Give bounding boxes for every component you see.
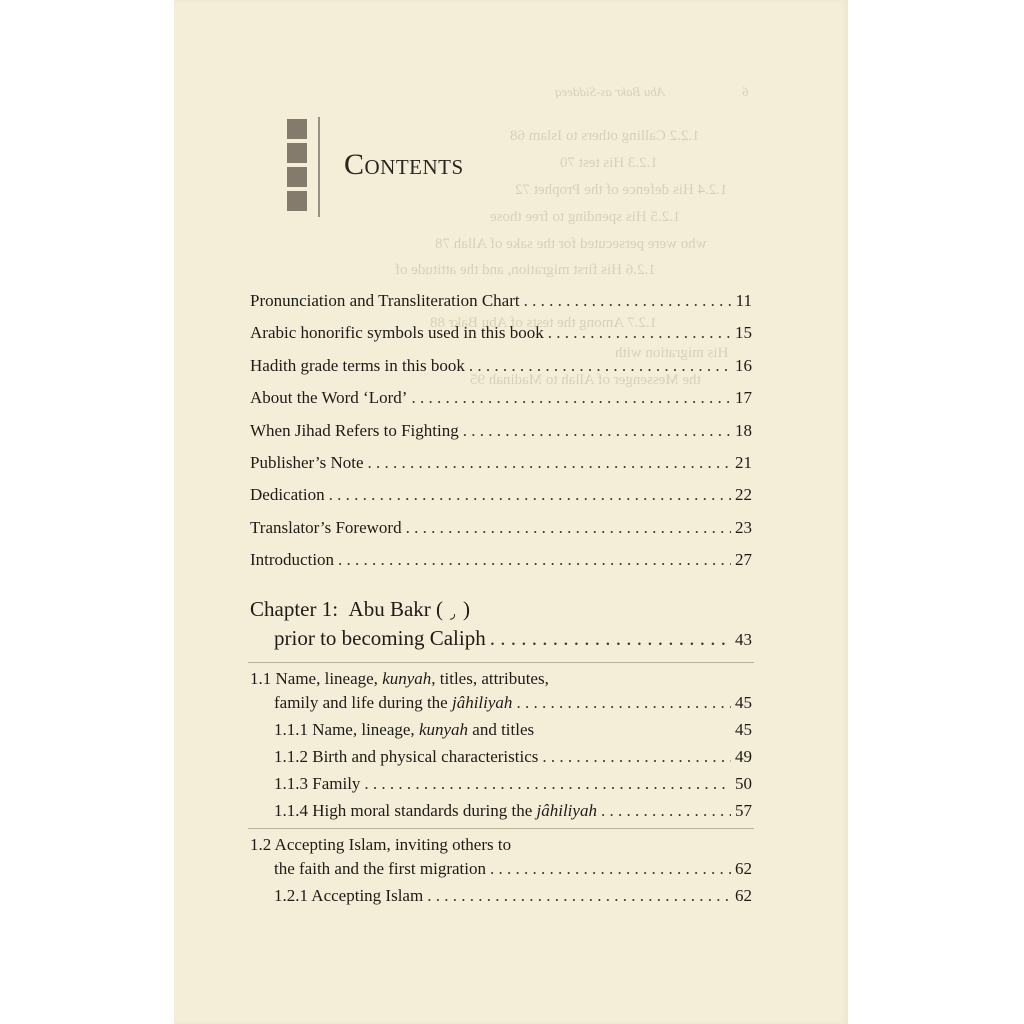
- toc-entry-page: 22: [735, 485, 752, 504]
- bleed-line: 1.2.7 Among the tests of Abu Bakr 88: [430, 315, 658, 331]
- toc-entry-label: [274, 692, 516, 714]
- ornament-rule: [318, 117, 320, 217]
- toc-entry[interactable]: [250, 290, 752, 316]
- toc-entry-page: 62: [735, 886, 752, 905]
- toc-entry-label: 1.1.3 Family: [274, 774, 361, 793]
- toc-entry-page: 49: [735, 747, 752, 766]
- toc-entry-page: 57: [735, 801, 752, 820]
- heading-ornament: [287, 119, 307, 215]
- toc-text: 1.1.4 High moral standards during the: [274, 801, 537, 820]
- leader-dots: [364, 773, 731, 795]
- toc-entry-page: 23: [735, 518, 752, 537]
- toc-entry-page: 18: [735, 421, 752, 440]
- toc-entry-label: Introduction: [250, 550, 335, 569]
- section-divider: [248, 828, 754, 829]
- toc-entry-page: 11: [735, 291, 752, 310]
- chapter-heading-text: Chapter 1: Abu Bakr (: [250, 597, 444, 621]
- chapter-heading-close: ): [463, 597, 471, 621]
- leader-dots: [490, 626, 731, 651]
- bleed-header: Abu Bakr as-Siddeeq: [555, 84, 665, 99]
- toc-entry[interactable]: [250, 387, 752, 413]
- toc-entry[interactable]: [250, 355, 752, 381]
- leader-dots: [368, 452, 732, 474]
- leader-dots: [463, 420, 731, 442]
- leader-dots: [427, 885, 731, 907]
- toc-entry-label: Pronunciation and Transliteration Chart: [250, 291, 520, 310]
- ornament-square: [287, 167, 307, 187]
- toc-entry-page: 62: [735, 859, 752, 878]
- bleed-line: 1.2.2 Calling others to Islam 68: [510, 128, 700, 144]
- toc-entry-label: Publisher’s Note: [250, 453, 364, 472]
- toc-entry[interactable]: [250, 322, 752, 348]
- toc-text-italic: jâhiliyah: [451, 693, 513, 712]
- ornament-square: [287, 143, 307, 163]
- toc-entry[interactable]: [274, 885, 752, 911]
- toc-entry[interactable]: [274, 858, 752, 884]
- chapter-heading-row[interactable]: [274, 626, 752, 651]
- toc-entry[interactable]: [250, 420, 752, 446]
- toc-text: 1.1 Name, lineage,: [250, 669, 383, 688]
- toc-entry-page: 45: [735, 693, 752, 712]
- toc-text-italic: kunyah: [418, 720, 469, 739]
- bleed-line: the Messenger of Allah to Madinah 95: [470, 372, 701, 388]
- toc-entry-label: the faith and the first migration: [274, 859, 486, 878]
- toc-entry[interactable]: [250, 484, 752, 510]
- bleed-line: 1.2.5 His spending to free those: [490, 209, 681, 225]
- toc-entry[interactable]: [250, 549, 752, 575]
- leader-dots: [329, 484, 731, 506]
- toc-entry-label: Translator’s Foreword: [250, 518, 402, 537]
- toc-entry-page: 50: [735, 774, 752, 793]
- toc-text-italic: kunyah: [382, 669, 432, 688]
- honorific-symbol: ر: [450, 608, 456, 620]
- toc-entry-page: 15: [735, 323, 752, 342]
- leader-dots: [411, 387, 731, 409]
- toc-entry-label: When Jihad Refers to Fighting: [250, 421, 459, 440]
- page-title: Contents: [344, 148, 464, 181]
- leader-dots: [338, 549, 731, 571]
- toc-entry-line[interactable]: 1.2 Accepting Islam, inviting others to: [250, 835, 512, 854]
- toc-entry[interactable]: [274, 746, 752, 772]
- toc-text: family and life during the: [274, 693, 452, 712]
- leader-dots: [524, 290, 732, 312]
- toc-entry[interactable]: [274, 773, 752, 799]
- toc-entry-page: 43: [735, 630, 752, 649]
- toc-entry-label: [274, 800, 601, 822]
- toc-entry-label: Hadith grade terms in this book: [250, 356, 465, 375]
- toc-entry-page: 17: [735, 388, 752, 407]
- ornament-square: [287, 119, 307, 139]
- chapter-heading[interactable]: [250, 596, 470, 622]
- toc-entry-label: Dedication: [250, 485, 325, 504]
- toc-text: 1.1.1 Name, lineage,: [274, 720, 419, 739]
- bleed-line: His migration with: [615, 345, 729, 361]
- toc-entry-label: About the Word ‘Lord’: [250, 388, 408, 407]
- ornament-square: [287, 191, 307, 211]
- bleed-line: 1.2.3 His test 70: [560, 155, 658, 171]
- toc-text-italic: jâhiliyah: [536, 801, 597, 820]
- toc-entry-line[interactable]: [250, 668, 549, 690]
- section-divider: [248, 662, 754, 663]
- chapter-heading-subtitle: prior to becoming Caliph: [274, 626, 486, 650]
- leader-dots: [601, 800, 731, 822]
- bleed-line: who were persecuted for the sake of Allah 78: [435, 236, 707, 252]
- leader-dots: [469, 355, 731, 377]
- toc-entry-label: 1.2.1 Accepting Islam: [274, 886, 424, 905]
- toc-entry[interactable]: [250, 452, 752, 478]
- toc-entry[interactable]: [274, 719, 752, 745]
- leader-dots: [490, 858, 731, 880]
- toc-entry-label: Arabic honorific symbols used in this book: [250, 323, 544, 342]
- leader-dots: [406, 517, 731, 539]
- bleed-line: 1.2.6 His first migration, and the attitude of: [395, 262, 656, 278]
- leader-dots: [548, 322, 731, 344]
- toc-entry[interactable]: [274, 692, 752, 718]
- toc-entry-label: [274, 719, 538, 741]
- leader-dots: [542, 746, 731, 768]
- leader-dots: [516, 692, 731, 714]
- toc-text: , titles, attributes,: [431, 669, 549, 688]
- bleed-page-number: 6: [742, 84, 749, 99]
- toc-entry[interactable]: [250, 517, 752, 543]
- toc-entry-page: 21: [735, 453, 752, 472]
- toc-entry-page: 27: [735, 550, 752, 569]
- toc-entry-label: 1.1.2 Birth and physical characteristics: [274, 747, 539, 766]
- toc-entry-page: 45: [735, 720, 752, 739]
- toc-text: and titles: [468, 720, 535, 739]
- toc-entry-page: 16: [735, 356, 752, 375]
- toc-entry[interactable]: [274, 800, 752, 826]
- bleed-line: 1.2.4 His defence of the Prophet 72: [515, 182, 728, 198]
